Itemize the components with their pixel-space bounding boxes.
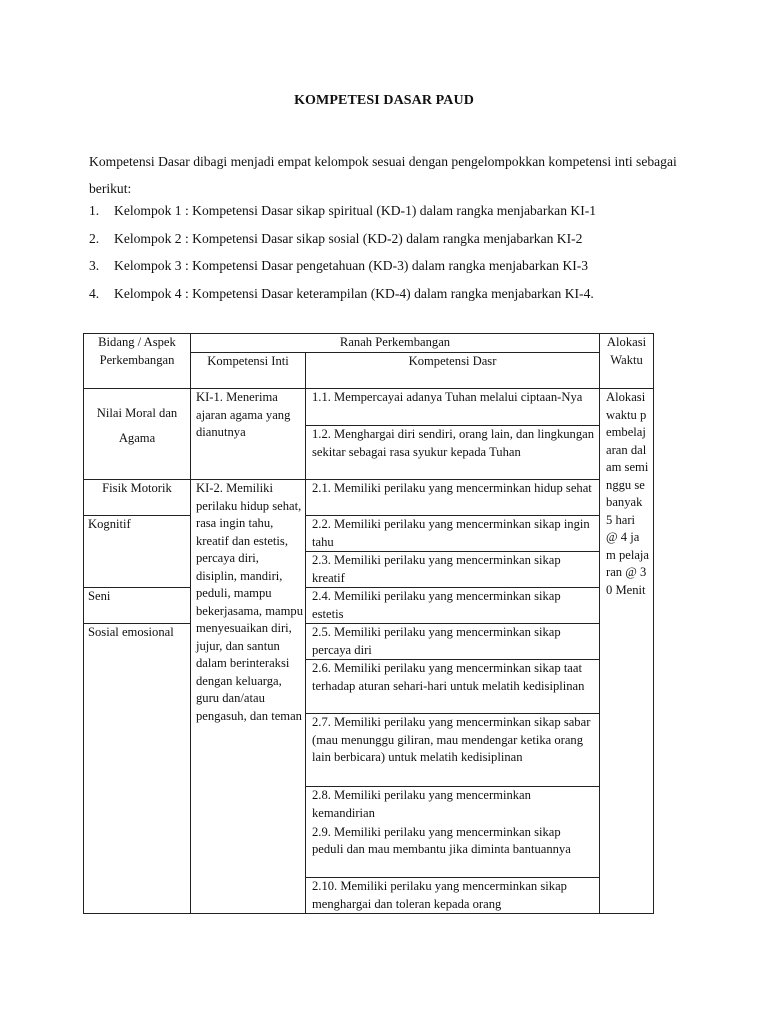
aspek-sosial-emosional: Sosial emosional [84, 624, 191, 914]
list-text: Kelompok 1 : Kompetensi Dasar sikap spiritual (KD-1) dalam rangka menjabarkan KI-1 [114, 203, 597, 218]
kd-cell: 2.3. Memiliki perilaku yang mencerminkan sikap kreatif [306, 552, 600, 588]
header-ranah: Ranah Perkembangan [191, 334, 600, 353]
kd-cell: 2.7. Memiliki perilaku yang mencerminkan sikap sabar (mau menunggu giliran, mau mendengar ketika orang lain berbicara) untuk melatih kedisiplinan [306, 714, 600, 787]
alokasi-cell: Alokasi waktu pembelajaran dalam seminggu sebanyak 5 hari @ 4 jam pelajaran @ 30 Menit [600, 389, 654, 914]
aspek-moral-agama: Nilai Moral dan Agama [84, 389, 191, 480]
aspek-kognitif: Kognitif [84, 516, 191, 588]
kd-cell: 2.5. Memiliki perilaku yang mencerminkan sikap percaya diri [306, 624, 600, 660]
list-text: Kelompok 2 : Kompetensi Dasar sikap sosial (KD-2) dalam rangka menjabarkan KI-2 [114, 230, 583, 246]
page-title: KOMPETESI DASAR PAUD [294, 93, 474, 108]
list-number: 4. [89, 285, 100, 301]
list-item [89, 252, 709, 280]
kd-cell: 2.1. Memiliki perilaku yang mencerminkan hidup sehat [306, 480, 600, 516]
header-kompetensi-dasar: Kompetensi Dasr [306, 353, 600, 389]
list-text: Kelompok 4 : Kompetensi Dasar keterampilan (KD-4) dalam rangka menjabarkan KI-4. [114, 285, 594, 301]
list-number: 2. [89, 230, 100, 246]
intro-paragraph: Kompetensi Dasar dibagi menjadi empat kelompok sesuai dengan pengelompokkan kompetensi inti sebagai berikut: [89, 154, 677, 196]
kd-cell: 2.2. Memiliki perilaku yang mencerminkan sikap ingin tahu [306, 516, 600, 552]
kd-cell: 1.1. Mempercayai adanya Tuhan melalui ciptaan-Nya [306, 389, 600, 426]
header-bidang: Bidang / Aspek Perkembangan [84, 334, 191, 389]
list-text: Kelompok 3 : Kompetensi Dasar pengetahuan (KD-3) dalam rangka menjabarkan KI-3 [114, 258, 589, 273]
header-kompetensi-inti: Kompetensi Inti [191, 353, 306, 389]
list-item [89, 197, 709, 225]
group-list [89, 197, 709, 307]
aspek-fisik-motorik: Fisik Motorik [84, 480, 191, 516]
kd-cell: 2.4. Memiliki perilaku yang mencerminkan sikap estetis [306, 588, 600, 624]
kd-cell: 2.6. Memiliki perilaku yang mencerminkan sikap taat terhadap aturan sehari-hari untuk melatih kedisiplinan [306, 660, 600, 714]
list-number: 1. [89, 203, 100, 218]
list-item [89, 280, 709, 308]
aspek-seni: Seni [84, 588, 191, 624]
kd-cell: 2.8. Memiliki perilaku yang mencerminkan kemandirian [306, 787, 600, 824]
ki-1-cell: KI-1. Menerima ajaran agama yang dianutnya [191, 389, 306, 480]
ki-2-cell: KI-2. Memiliki perilaku hidup sehat, rasa ingin tahu, kreatif dan estetis, percaya diri, disiplin, mandiri, peduli, mampu bekerjasama, mampu menyesuaikan diri, jujur, dan santun dalam berinteraksi dengan keluarga, guru dan/atau pengasuh, dan teman [191, 480, 306, 914]
list-number: 3. [89, 258, 100, 273]
list-item [89, 225, 709, 253]
kd-cell: 1.2. Menghargai diri sendiri, orang lain, dan lingkungan sekitar sebagai rasa syukur kepada Tuhan [306, 426, 600, 480]
kd-cell: 2.9. Memiliki perilaku yang mencerminkan sikap peduli dan mau membantu jika diminta bantuannya [306, 824, 600, 878]
header-alokasi: Alokasi Waktu [600, 334, 654, 389]
competency-table [83, 333, 654, 914]
kd-cell: 2.10. Memiliki perilaku yang mencerminkan sikap menghargai dan toleran kepada orang [306, 878, 600, 914]
